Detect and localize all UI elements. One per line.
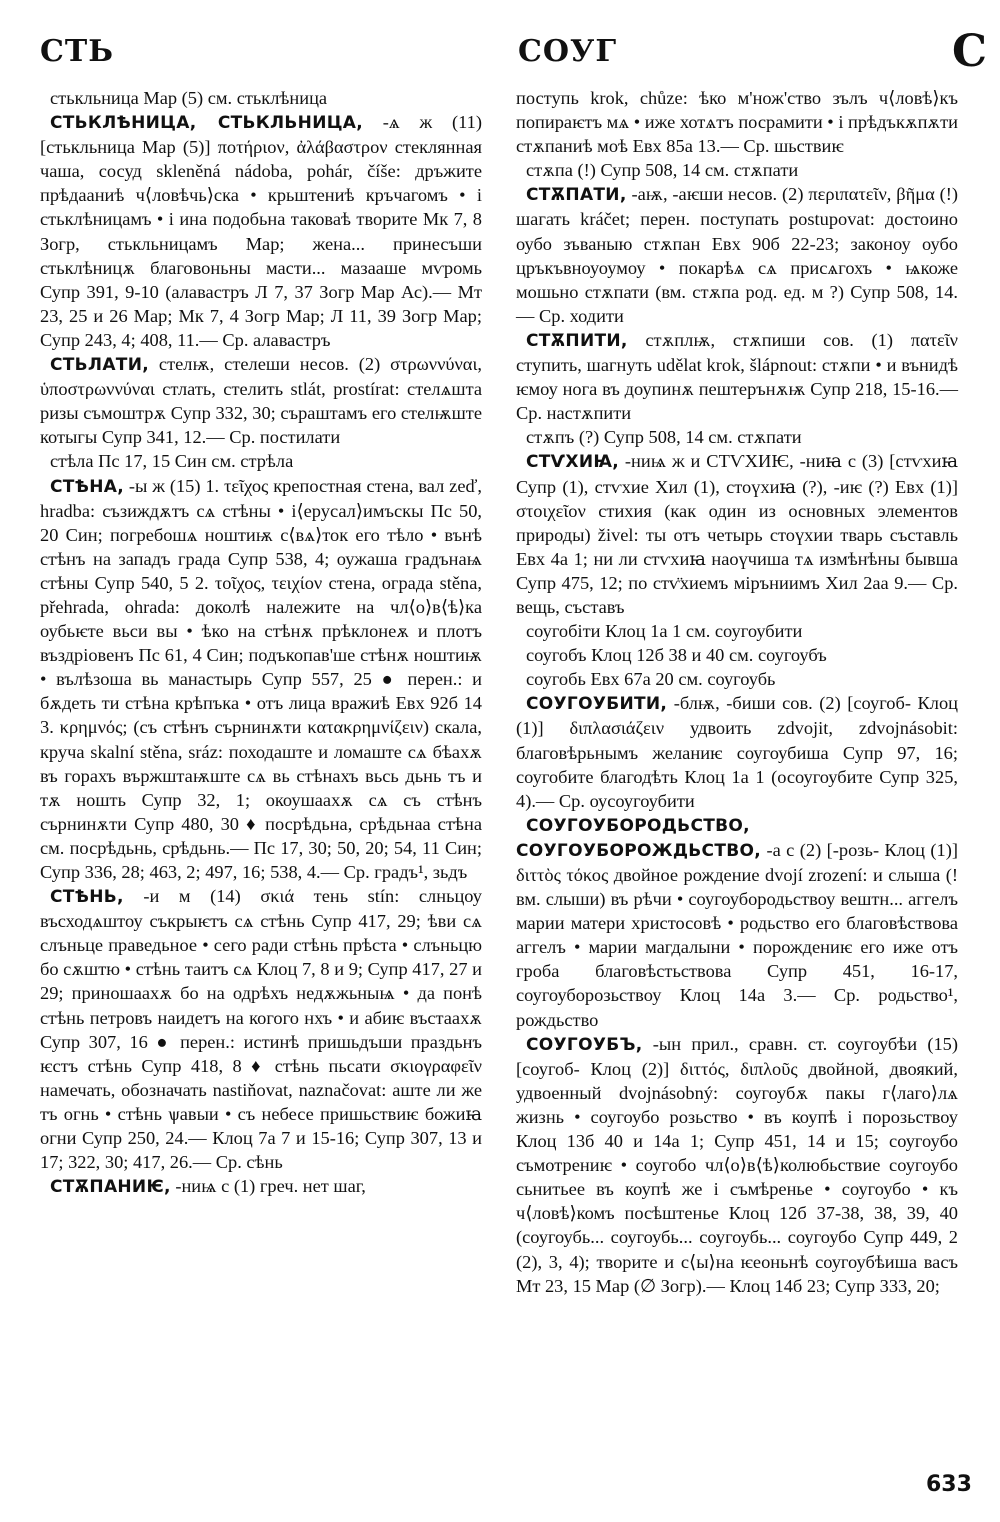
entry: [40, 1174, 482, 1199]
entry-text: стѣла Пс 17, 15 Син см. стрѣла: [50, 451, 294, 472]
entry: [516, 691, 958, 812]
entry-text: -ы ж (15) 1. τεῖχος крепостная стена, вал zeď, hradba: съзиждѫтъ сѧ стѣны • і⟨ерусал⟩имъскы Пс 50, 20 Син; погребошѧ ноштиѭ с⟨вѧ⟩ток его тѣло • вънѣ стѣнъ на западъ града Супр 538, 4; оужаша градънаѩ стѣны Супр 540, 5 2. τοῖχος, τειχίον стена, ограда stěna, přehrada, ohrada: доколѣ належите на чл⟨о⟩в⟨ѣ⟩ка оубьѥте вьси вы • ѣко на стѣнѫ прѣклонеѫ и плотъ въздрiовенъ Пс 61, 4 Син; подъкопав'ше стѣнѫ ноштиѭ • вълѣзоша вь манастырь Супр 557, 25 ● перен.: и бѫдеть ти стѣна крѣпъка • отъ лица вражиѣ Евх 92б 14 3. κρημνός; (съ стѣнъ сърнинѫти κατακρημνίζειν) скала, круча skalní stěna, sráz: походаште и ломаште сѧ бѣахѫ въ горахъ вържштаѭште сѧ вь стѣнахъ вьсь дьнь тъ и тѫ ношть Супр 32, 1; окоушаахѫ сѧ съ стѣнъ сърнинѫти Супр 480, 30 ♦ посрѣдьна, срѣдьнаа стѣна см. посрѣдьнь, срѣдьнь.— Пс 17, 30; 50, 20; 54, 11 Син; Супр 336, 28; 463, 2; 497, 16; 538, 4.— Ср. градъ¹, зьдъ: [40, 475, 482, 882]
entry-headword: СТѢНЬ,: [50, 887, 124, 908]
entry: [516, 667, 958, 691]
entry-text: -ѧ ж (11) [стькльница Мар (5)] ποτήριον, ἀλάβαστρον стеклянная чаша, сосуд skleněná nádoba, pohár, číše: дръжите прѣдааниѣ ч⟨ловѣчь⟩ска • крьштениѣ кръчагомъ • і стьклѣницамъ • і ина подобьна таковаѣ творите Мк 7, 8 Зогр, стькльницамъ Мар; жена... принесъши стьклѣницѫ благовоньны масти... мазааше мѵромь Супр 391, 9-10 (алавастръ Л 7, 37 Зогр Мар Ас).— Мт 23, 25 и 26 Мар; Мк 7, 4 Зогр Мар; Л 11, 39 Зогр Мар; Супр 243, 4; 408, 11.— Ср. алавастръ: [40, 112, 482, 350]
entry: [40, 352, 482, 449]
entry-headword: СТЬКЛѢНИЦА, СТЬКЛЬНИЦА,: [50, 113, 364, 134]
entry-text: стѫпъ (?) Супр 508, 14 см. стѫпати: [526, 427, 802, 448]
entry: [40, 110, 482, 352]
entry-headword: СОУГОУБОРОДЬСТВО, СОУГОУБОРОЖДЬСТВО,: [516, 815, 761, 861]
header-center-guideword: СОУГ: [518, 34, 618, 69]
entry-headword: СТѴХИꙖ,: [526, 452, 619, 473]
entry: [516, 619, 958, 643]
entry-headword: СТѪПИТИ,: [526, 330, 628, 351]
entry: [516, 182, 958, 328]
running-header: [0, 26, 1000, 94]
entry: [516, 328, 958, 425]
entry-text: соугобъ Клоц 12б 38 и 40 см. соугоубъ: [526, 645, 827, 666]
entry-headword: СТѢНА,: [50, 476, 125, 497]
entry-text: стькльница Мар (5) см. стьклѣница: [50, 88, 328, 108]
entry-text: соугобiти Клоц 1а 1 см. соугоубити: [526, 621, 803, 642]
page-number: 633: [926, 1472, 972, 1497]
entry-text: -ниѩ с (1) греч. нет шаг,: [170, 1176, 366, 1197]
entry: [40, 449, 482, 473]
entry-headword: СОУГОУБЪ,: [526, 1034, 643, 1055]
entry-text: -ниѩ ж и СТѴХИѤ, -ниꙗ с (3) [стѵхиꙗ Супр (1), стѵхие Хил (1), стоүхиꙗ (?), -иѥ (?) Евх (1)] στοιχεῖον стихия (как один из основных элементов природы) živel: ты отъ четырь стоүхии тварь съставль Евх 4а 1; ни ли стѵхиꙗ наоүчиша тѧ измѣнѣны бывша Супр 475, 12; по стѵ̈хиемъ мiръниимъ Хил 2аа 9.— Ср. вещь, съставъ: [516, 451, 958, 617]
entry-text: поступь krok, chůze: ѣко м'нож'ство зълъ ч⟨ловѣ⟩къ попираѥтъ мѧ • иже хотѧтъ посрамити • і прѣдъкѫпѫти стѫпаниѣ моѣ Евх 85а 13.— Ср. шьствиѥ: [516, 88, 959, 157]
entry: [516, 158, 958, 182]
entry-headword: СТѪПАНИѤ,: [50, 1177, 171, 1198]
entry-headword: СОУГОУБИТИ,: [526, 694, 668, 715]
entry-text: -и м (14) σκιά тень stín: слньцоу въсходѧштоу съкрыѥтъ сѧ стѣнь Супр 417, 29; ѣви сѧ слъньце праведьное • сего ради стѣнь прѣста • слъньцю бо сѫштю • стѣнь таитъ сѧ Клоц 7, 8 и 9; Супр 417, 27 и 29; приношаахѫ бо на одрѣхъ недѫжьныѩ • да понѣ стѣнь петровъ наидетъ на когого нхъ • и абиѥ въстаахѫ Супр 307, 16 ● перен.: истинѣ пришьдъши праздьнъ ѥстъ стѣнь Супр 418, 8 ♦ стѣнь пьсати σκιογραφεῖν намечать, обозначать nastiňovat, naznačovat: аште ли же тъ огнь • стѣнь ѱавыи • съ небесе пришьствиѥ божиꙗ огни Супр 250, 24.— Клоц 7а 7 и 15-16; Супр 307, 13 и 17; 322, 30; 417, 26.— Ср. сѣнь: [40, 886, 482, 1173]
entry-text: стѫпа (!) Супр 508, 14 см. стѫпати: [526, 160, 799, 181]
entry-text: -а с (2) [-розь- Клоц (1)] διττὸς τόκος двойное рождение dvojí zrození: и слыша (! вм. слыши) въ рѣчи • соугоубородьствоу вештн... аггелъ марии матери христосовѣ • родьство его благовѣствова аггелъ • марии магдалыни • порождениѥ его иже отъ гроба благовѣстьствова Супр 451, 16-17, соугоуборозьствоу Клоц 14а 3.— Ср. родьство¹, рождьство: [516, 839, 958, 1030]
header-section-letter: С: [952, 26, 989, 77]
entry-headword: СТЬЛАТИ,: [50, 355, 149, 376]
entry-text: -блѭ, -биши сов. (2) [соугоб- Клоц (1)] διπλασιάζειν удвоить zdvojit, zdvojnásobit: благовѣрьнымъ желаниѥ соугоубиша Супр 97, 16; соугобите благодѣть Клоц 1а 1 (осоугоубите Супр 325, 4).— Ср. оусоугоубити: [516, 693, 958, 811]
entry-continuation: [516, 86, 958, 158]
entry-text: -ын прил., сравн. ст. соугоубѣи (15) [соугоб- Клоц (2)] διττός, διπλοῦς двойной, двоякий, удвоенный dvojnásobný: соугоубѫ пакы г⟨лаго⟩лѧ жизнь • соугоубо розьство • въ коупѣ і порозьствоу Клоц 13б 40 и 14а 1; Супр 451, 14 и 15; соугоубо съмотрениѥ • соугобо чл⟨о⟩в⟨ѣ⟩колюбьствие соугоубо сьнитьее въ коупѣ же і съмѣренье • соугоубо • къ ч⟨ловѣ⟩комъ посѣштенье Клоц 12б 37-38, 38, 39, 40 (соугоубь... соугоубь... соугоубь... соугоубо Супр 449, 2 (2), 3, 4); творите и с⟨ы⟩на ѥеоньнѣ соугоубѣиша васъ Мт 23, 15 Мар (∅ Зогр).— Клоц 14б 23; Супр 333, 20;: [516, 1033, 958, 1296]
entry: [516, 449, 958, 619]
entry: [516, 643, 958, 667]
entry: [40, 86, 482, 110]
entry: [40, 884, 482, 1174]
entry: [40, 474, 482, 885]
entry-headword: СТѪПАТИ,: [526, 185, 627, 206]
header-left-guideword: СТЬ: [40, 34, 114, 69]
right-column: [516, 86, 958, 1298]
entry: [516, 1032, 958, 1298]
entry: [516, 813, 958, 1032]
entry-text: стелѭ, стелеши несов. (2) στρωννύναι, ὑποστρωννύναι стлать, стелить stlát, prostírat: стелѧшта ризы съмоштрѫ Супр 332, 30; съраштамъ его стелѭште котыгы Супр 341, 12.— Ср. постилати: [40, 354, 482, 448]
entry-text: стѫплѭ, стѫпиши сов. (1) πατεῖν ступить, шагнуть udělat krok, šlápnout: стѫпи • и вънидѣ ѥмоу нога въ доупинѫ пештерънѫѭ Супр 218, 15-16.— Ср. настѫпити: [516, 329, 958, 424]
entry: [516, 425, 958, 449]
entry-text: -аѭ, -аѥши несов. (2) περιπατεῖν, βῆμα (!) шагать kráčet; перен. поступать postupovat: достоино оубо зъваныю стѫпан Евх 90б 22-23; законоу оубо цръкъвноуоумоу • покарѣѧ сѧ присѧгохъ • ѩкоже мошьно стѫпати (вм. стѫпа род. ед. м ?) Супр 508, 14.— Ср. ходити: [516, 184, 958, 326]
left-column: [40, 86, 482, 1199]
entry-text: соугобь Евх 67а 20 см. соугоубь: [526, 669, 776, 690]
